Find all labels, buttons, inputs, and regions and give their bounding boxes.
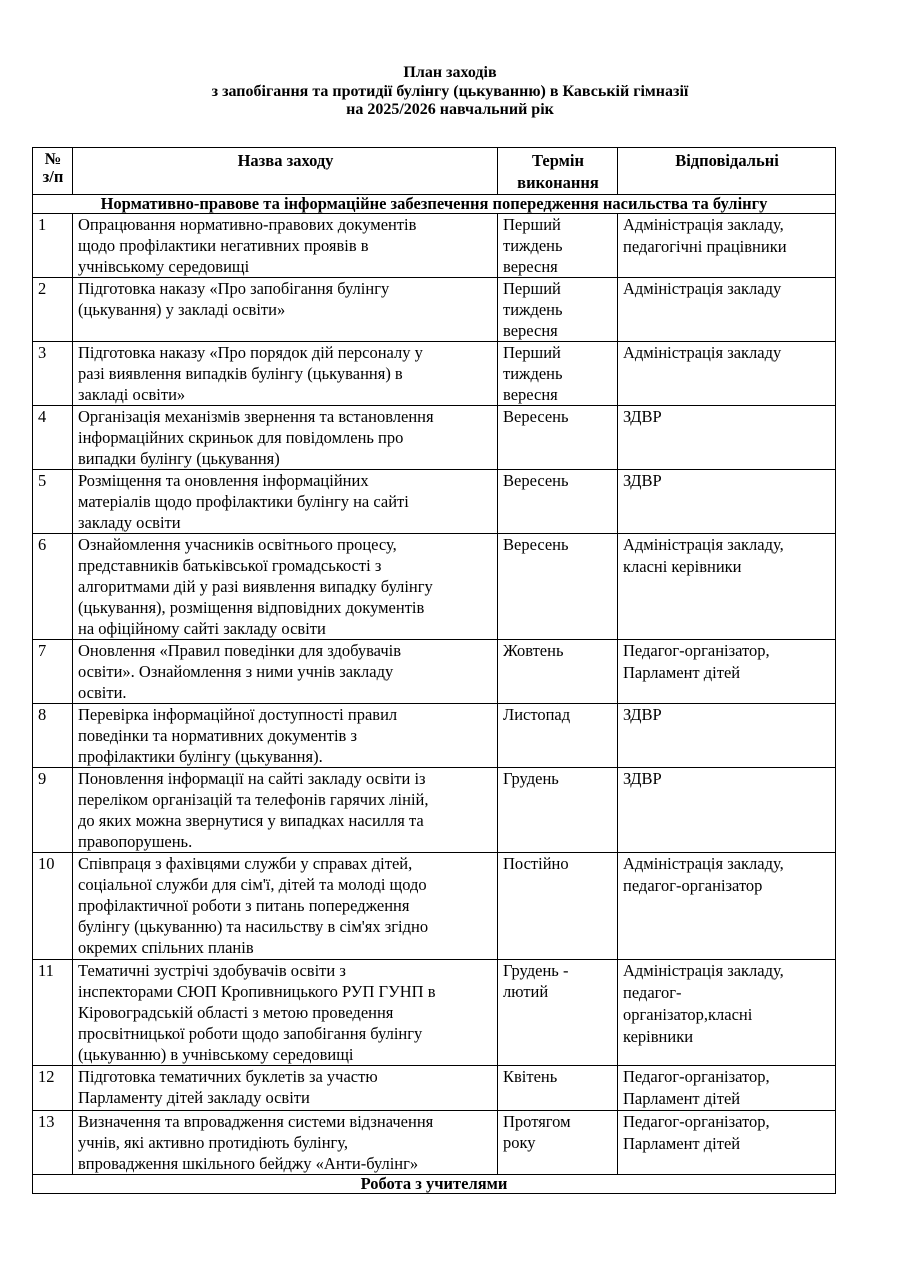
header-num <box>33 148 73 195</box>
section-row <box>33 195 836 214</box>
table-row <box>33 534 836 640</box>
row-number: 7 <box>33 640 73 704</box>
measure-name <box>73 768 498 853</box>
measure-responsible-line: керівники <box>623 1027 694 1046</box>
measure-name-line: профілактичної роботи з питань попередження <box>78 896 410 915</box>
measure-name-line: Тематичні зустрічі здобувачів освіти з <box>78 961 346 980</box>
measure-name <box>73 640 498 704</box>
title-line-1: План заходів <box>403 64 497 81</box>
row-number: 1 <box>33 214 73 278</box>
measure-term <box>498 214 618 278</box>
measure-name-line: Ознайомлення учасників освітнього процесу, <box>78 535 397 554</box>
measure-name-line: інформаційних скриньок для повідомлень про <box>78 428 404 447</box>
measure-term <box>498 853 618 960</box>
row-number: 10 <box>33 853 73 960</box>
measure-term-line: Перший <box>503 343 561 362</box>
measure-term-line: року <box>503 1133 536 1152</box>
measure-responsible-line: педагог- <box>623 983 682 1002</box>
measure-name-line: просвітницької роботи щодо запобігання булінгу <box>78 1024 423 1043</box>
measure-term <box>498 1066 618 1111</box>
row-number: 3 <box>33 342 73 406</box>
measure-name-line: освіти. <box>78 683 127 702</box>
measure-term <box>498 1111 618 1175</box>
measure-term <box>498 342 618 406</box>
table-header-row <box>33 148 836 195</box>
row-number: 6 <box>33 534 73 640</box>
measure-term-line: Протягом <box>503 1112 571 1131</box>
measure-name-line: алгоритмами дій у разі виявлення випадку булінгу <box>78 577 433 596</box>
measure-responsible-line: Адміністрація закладу, <box>623 961 784 980</box>
document-title <box>0 64 900 120</box>
measure-name-line: Підготовка наказу «Про запобігання булінгу <box>78 279 390 298</box>
table-row <box>33 470 836 534</box>
measure-name-line: булінгу (цькуванню) та насильству в сім'ях згідно <box>78 917 429 936</box>
measure-responsible <box>618 214 836 278</box>
measure-responsible <box>618 1111 836 1175</box>
measure-name-line: Перевірка інформаційної доступності правил <box>78 705 398 724</box>
title-line-3: на 2025/2026 навчальний рік <box>346 101 554 118</box>
measure-responsible <box>618 534 836 640</box>
measure-name-line: Підготовка наказу «Про порядок дій персоналу у <box>78 343 423 362</box>
measure-responsible-line: педагог-організатор <box>623 876 763 895</box>
measure-term <box>498 534 618 640</box>
measure-responsible <box>618 768 836 853</box>
measure-responsible <box>618 853 836 960</box>
measure-term-line: тиждень <box>503 236 563 255</box>
measure-term-line: тиждень <box>503 364 563 383</box>
measure-name-line: (цькування) у закладі освіти» <box>78 300 286 319</box>
measure-term-line: вересня <box>503 257 558 276</box>
measure-responsible-line: Педагог-організатор, <box>623 641 770 660</box>
table-row <box>33 1066 836 1111</box>
measure-responsible-line: ЗДВР <box>623 705 662 724</box>
section-title: Робота з учителями <box>33 1175 836 1194</box>
measure-name-line: переліком організацій та телефонів гарячих ліній, <box>78 790 429 809</box>
measure-term-line: Грудень - <box>503 961 569 980</box>
measure-responsible-line: ЗДВР <box>623 471 662 490</box>
table-row <box>33 640 836 704</box>
measure-term-line: Квітень <box>503 1067 558 1086</box>
measure-responsible <box>618 704 836 768</box>
measure-name <box>73 1111 498 1175</box>
measure-name-line: разі виявлення випадків булінгу (цькування) в <box>78 364 403 383</box>
measure-term <box>498 278 618 342</box>
measure-term-line: лютий <box>503 982 549 1001</box>
measure-name-line: окремих спільних планів <box>78 938 254 957</box>
measure-name-line: впровадження шкільного бейджу «Анти-булінг» <box>78 1154 419 1173</box>
measure-name-line: Кіровоградській області з метою проведення <box>78 1003 394 1022</box>
row-number: 9 <box>33 768 73 853</box>
measure-name-line: щодо профілактики негативних проявів в <box>78 236 369 255</box>
measure-responsible-line: ЗДВР <box>623 769 662 788</box>
header-num-line-1: № <box>44 149 62 168</box>
measure-term-line: Вересень <box>503 471 569 490</box>
measure-responsible-line: ЗДВР <box>623 407 662 426</box>
measure-term-line: вересня <box>503 321 558 340</box>
measure-responsible <box>618 640 836 704</box>
measure-name-line: інспекторами СЮП Кропивницького РУП ГУНП в <box>78 982 436 1001</box>
measure-responsible-line: Адміністрація закладу <box>623 279 782 298</box>
measure-term <box>498 704 618 768</box>
measure-term <box>498 470 618 534</box>
measure-term-line: Перший <box>503 279 561 298</box>
measure-name-line: на офіційному сайті закладу освіти <box>78 619 326 638</box>
header-num-line-2: з/п <box>42 167 64 186</box>
measure-responsible-line: класні керівники <box>623 557 742 576</box>
measure-responsible-line: Парламент дітей <box>623 663 741 682</box>
measure-name-line: Опрацювання нормативно-правових документів <box>78 215 417 234</box>
table-row <box>33 278 836 342</box>
plan-table <box>32 147 836 1194</box>
measure-name-line: правопорушень. <box>78 832 193 851</box>
measure-responsible-line: Адміністрація закладу, <box>623 535 784 554</box>
measure-name-line: поведінки та нормативних документів з <box>78 726 357 745</box>
measure-name <box>73 960 498 1066</box>
measure-term <box>498 960 618 1066</box>
measure-name-line: Розміщення та оновлення інформаційних <box>78 471 369 490</box>
measure-term-line: Перший <box>503 215 561 234</box>
row-number: 11 <box>33 960 73 1066</box>
measure-name-line: матеріалів щодо профілактики булінгу на сайті <box>78 492 409 511</box>
measure-name-line: Поновлення інформації на сайті закладу освіти із <box>78 769 426 788</box>
measure-name <box>73 853 498 960</box>
table-row <box>33 342 836 406</box>
row-number: 2 <box>33 278 73 342</box>
measure-name-line: соціальної служби для сім'ї, дітей та молоді щодо <box>78 875 427 894</box>
measure-responsible-line: Адміністрація закладу, <box>623 215 784 234</box>
measure-name-line: до яких можна звернутися у випадках насилля та <box>78 811 424 830</box>
header-responsible: Відповідальні <box>618 148 836 195</box>
measure-responsible <box>618 278 836 342</box>
measure-term-line: Постійно <box>503 854 569 873</box>
measure-name-line: закладу освіти <box>78 513 181 532</box>
table-row <box>33 406 836 470</box>
table-row <box>33 768 836 853</box>
measure-name-line: представників батьківської громадськості з <box>78 556 382 575</box>
measure-responsible <box>618 406 836 470</box>
measure-term-line: Вересень <box>503 535 569 554</box>
measure-responsible-line: організатор,класні <box>623 1005 753 1024</box>
measure-term <box>498 640 618 704</box>
row-number: 12 <box>33 1066 73 1111</box>
measure-term-line: тиждень <box>503 300 563 319</box>
table-row <box>33 704 836 768</box>
measure-responsible-line: Педагог-організатор, <box>623 1112 770 1131</box>
measure-responsible <box>618 960 836 1066</box>
measure-term <box>498 768 618 853</box>
measure-term-line: Вересень <box>503 407 569 426</box>
measure-term-line: вересня <box>503 385 558 404</box>
measure-term-line: Грудень <box>503 769 559 788</box>
row-number: 5 <box>33 470 73 534</box>
row-number: 8 <box>33 704 73 768</box>
section-row <box>33 1175 836 1194</box>
row-number: 4 <box>33 406 73 470</box>
measure-name-line: Оновлення «Правил поведінки для здобувачів <box>78 641 402 660</box>
header-name: Назва заходу <box>73 148 498 195</box>
measure-name <box>73 342 498 406</box>
measure-name-line: Визначення та впровадження системи відзначення <box>78 1112 434 1131</box>
table-row <box>33 1111 836 1175</box>
table-row <box>33 214 836 278</box>
table-row <box>33 853 836 960</box>
measure-name-line: Підготовка тематичних буклетів за участю <box>78 1067 378 1086</box>
measure-responsible-line: педагогічні працівники <box>623 237 787 256</box>
measure-term-line: Жовтень <box>503 641 564 660</box>
measure-name-line: закладі освіти» <box>78 385 186 404</box>
measure-responsible <box>618 342 836 406</box>
measure-name <box>73 470 498 534</box>
measure-name <box>73 534 498 640</box>
measure-name-line: (цькуванню) в учнівському середовищі <box>78 1045 354 1064</box>
measure-term <box>498 406 618 470</box>
header-term-line-1: Термін <box>532 151 584 170</box>
measure-name <box>73 406 498 470</box>
table-row <box>33 960 836 1066</box>
measure-name <box>73 278 498 342</box>
measure-responsible-line: Педагог-організатор, <box>623 1067 770 1086</box>
measure-responsible-line: Адміністрація закладу <box>623 343 782 362</box>
measure-name <box>73 1066 498 1111</box>
measure-responsible <box>618 470 836 534</box>
measure-name-line: Парламенту дітей закладу освіти <box>78 1088 310 1107</box>
measure-name-line: випадки булінгу (цькування) <box>78 449 280 468</box>
measure-responsible-line: Парламент дітей <box>623 1089 741 1108</box>
measure-name-line: Організація механізмів звернення та встановлення <box>78 407 434 426</box>
header-term-line-2: виконання <box>517 173 599 192</box>
title-line-2: з запобігання та протидії булінгу (цькуванню) в Кавській гімназії <box>211 82 689 100</box>
measure-name-line: профілактики булінгу (цькування). <box>78 747 323 766</box>
measure-name-line: освіти». Ознайомлення з ними учнів закладу <box>78 662 394 681</box>
measure-name-line: Співпраця з фахівцями служби у справах дітей, <box>78 854 413 873</box>
measure-responsible-line: Адміністрація закладу, <box>623 854 784 873</box>
measure-name-line: учнів, які активно протидіють булінгу, <box>78 1133 349 1152</box>
measure-responsible-line: Парламент дітей <box>623 1134 741 1153</box>
measure-name <box>73 704 498 768</box>
measure-term-line: Листопад <box>503 705 571 724</box>
measure-name-line: учнівському середовищі <box>78 257 250 276</box>
measure-name-line: (цькування), розміщення відповідних документів <box>78 598 425 617</box>
measure-responsible <box>618 1066 836 1111</box>
measure-name <box>73 214 498 278</box>
header-term <box>498 148 618 195</box>
row-number: 13 <box>33 1111 73 1175</box>
section-title: Нормативно-правове та інформаційне забезпечення попередження насильства та булінгу <box>33 195 836 214</box>
